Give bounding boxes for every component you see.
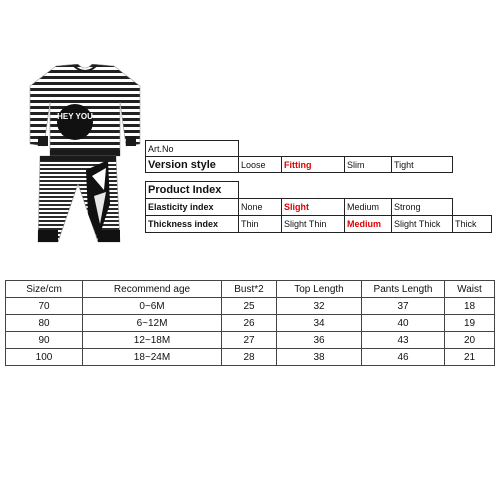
print-text: HEY YOU [57, 112, 93, 121]
table-cell: 18 [445, 298, 495, 315]
column-header: Top Length [277, 281, 362, 298]
elasticity-option: Strong [392, 199, 453, 216]
table-row [6, 298, 495, 315]
product-index-title: Product Index [146, 182, 239, 199]
table-cell: 19 [445, 315, 495, 332]
table-row [6, 332, 495, 349]
elasticity-option-selected: Slight [282, 199, 345, 216]
table-cell: 28 [222, 349, 277, 366]
table-row [6, 315, 495, 332]
table-cell: 40 [362, 315, 445, 332]
table-cell: 25 [222, 298, 277, 315]
product-index-table [145, 181, 492, 233]
table-cell: 90 [6, 332, 83, 349]
size-table-header [6, 281, 495, 298]
version-option-selected: Fitting [282, 157, 345, 173]
table-cell: 34 [277, 315, 362, 332]
table-cell: 36 [277, 332, 362, 349]
thickness-option: Slight Thick [392, 216, 453, 233]
art-no-label: Art.No [146, 141, 239, 157]
table-cell: 43 [362, 332, 445, 349]
table-cell: 20 [445, 332, 495, 349]
elasticity-option: None [239, 199, 282, 216]
table-cell: 37 [362, 298, 445, 315]
version-option: Loose [239, 157, 282, 173]
product-image [28, 64, 142, 244]
table-cell: 80 [6, 315, 83, 332]
table-cell: 32 [277, 298, 362, 315]
print-badge [57, 104, 93, 140]
table-cell: 100 [6, 349, 83, 366]
version-style-table [145, 140, 457, 173]
table-row [6, 349, 495, 366]
table-cell: 27 [222, 332, 277, 349]
table-cell: 70 [6, 298, 83, 315]
thickness-option: Thin [239, 216, 282, 233]
table-cell: 46 [362, 349, 445, 366]
column-header: Pants Length [362, 281, 445, 298]
table-cell: 18~24M [83, 349, 222, 366]
thickness-option: Thick [453, 216, 492, 233]
thickness-option-selected: Medium [345, 216, 392, 233]
table-cell: 38 [277, 349, 362, 366]
table-cell: 26 [222, 315, 277, 332]
version-style-label: Version style [146, 157, 239, 173]
table-cell: 6~12M [83, 315, 222, 332]
table-cell: 0~6M [83, 298, 222, 315]
column-header: Bust*2 [222, 281, 277, 298]
column-header: Size/cm [6, 281, 83, 298]
thickness-label: Thickness index [146, 216, 239, 233]
size-table [5, 280, 495, 366]
elasticity-label: Elasticity index [146, 199, 239, 216]
thickness-option: Slight Thin [282, 216, 345, 233]
version-option: Slim [345, 157, 392, 173]
version-option: Tight [392, 157, 453, 173]
column-header: Recommend age [83, 281, 222, 298]
pants-shape [38, 156, 120, 242]
table-cell: 12~18M [83, 332, 222, 349]
column-header: Waist [445, 281, 495, 298]
elasticity-option: Medium [345, 199, 392, 216]
table-cell: 21 [445, 349, 495, 366]
